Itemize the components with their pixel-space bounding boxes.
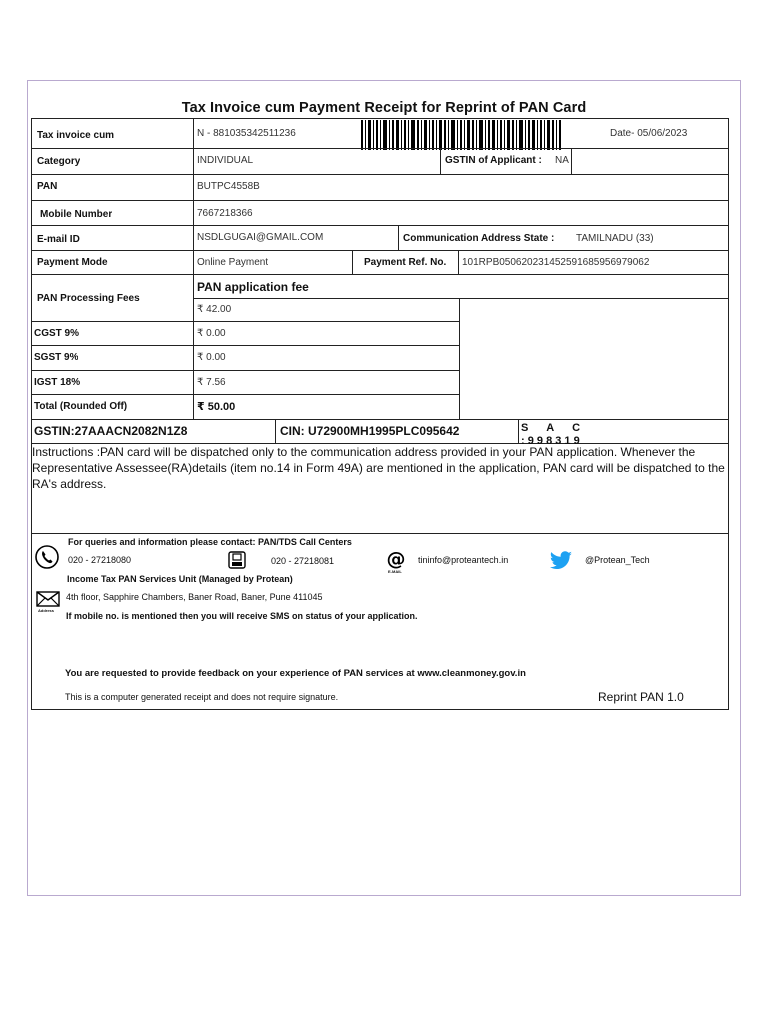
invoice-label: Tax invoice cum [37, 129, 115, 141]
phone-icon [35, 545, 59, 569]
email-value: NSDLGUGAI@GMAIL.COM [197, 231, 324, 243]
email-at-icon [385, 548, 407, 570]
computer-generated-note: This is a computer generated receipt and does not require signature. [65, 692, 339, 702]
cgst-value: ₹ 0.00 [197, 327, 226, 339]
igst-value: ₹ 7.56 [197, 376, 226, 388]
gstin-value: GSTIN:27AAACN2082N1Z8 [34, 424, 188, 438]
document-title: Tax Invoice cum Payment Receipt for Reprint of PAN Card [181, 100, 587, 116]
invoice-number: N - 881035342511236 [197, 127, 296, 139]
instructions-text: Instructions :PAN card will be dispatched only to the communication address provided in your PAN application. Whenever the Representative Assessee(RA)details (item no.14 in Form 49A) are mentioned in the application, PAN card will be dispatched to the RA's address. [32, 445, 725, 491]
category-label: Category [37, 155, 81, 167]
feedback-note: You are requested to provide feedback on your experience of PAN services at www.cleanmoney.gov.in [65, 668, 526, 679]
sgst-value: ₹ 0.00 [197, 351, 226, 363]
cgst-label: CGST 9% [34, 327, 80, 339]
comm-state-value: TAMILNADU (33) [576, 232, 654, 244]
unit-name: Income Tax PAN Services Unit (Managed by Protean) [67, 574, 293, 584]
phone1-value: 020 - 27218080 [68, 555, 132, 565]
sac-label: S A C [521, 422, 581, 434]
version-label: Reprint PAN 1.0 [598, 690, 684, 704]
mobile-value: 7667218366 [197, 207, 253, 219]
sac-value: : 9 9 8 3 1 9 [521, 435, 580, 447]
address-icon-caption: Address [38, 608, 55, 613]
envelope-icon [36, 591, 60, 607]
pan-value: BUTPC4558B [197, 180, 260, 192]
twitter-bird-icon [549, 551, 573, 571]
phone2-value: 020 - 27218081 [271, 556, 335, 566]
address-value: 4th floor, Sapphire Chambers, Baner Road, Baner, Pune 411045 [66, 592, 323, 602]
twitter-handle: @Protean_Tech [585, 555, 650, 565]
svg-text:@: @ [386, 548, 406, 570]
total-value: ₹ 50.00 [197, 400, 236, 413]
email-contact: tininfo@proteantech.in [418, 555, 509, 565]
igst-label: IGST 18% [34, 376, 81, 388]
payment-ref-value: 101RPB05062023145259168595697​9062 [462, 256, 650, 268]
fee-heading: PAN application fee [197, 280, 309, 294]
payment-mode-value: Online Payment [197, 256, 269, 268]
fax-icon [227, 550, 247, 570]
email-label: E-mail ID [37, 233, 80, 245]
category-value: INDIVIDUAL [197, 154, 254, 166]
invoice-date: Date- 05/06/2023 [610, 127, 688, 139]
processing-value: ₹ 42.00 [197, 303, 232, 315]
pan-label: PAN [37, 180, 58, 192]
sgst-label: SGST 9% [34, 351, 79, 363]
barcode-image [361, 120, 561, 150]
contact-heading: For queries and information please contact: PAN/TDS Call Centers [68, 537, 352, 547]
gstin-applicant-label: GSTIN of Applicant : [445, 154, 542, 166]
cin-value: CIN: U72900MH1995PLC095642 [280, 424, 460, 438]
comm-state-label: Communication Address State : [403, 232, 555, 244]
payment-mode-label: Payment Mode [37, 256, 108, 268]
payment-ref-label: Payment Ref. No. [364, 256, 447, 268]
mobile-label: Mobile Number [40, 208, 113, 220]
total-label: Total (Rounded Off) [34, 400, 128, 412]
processing-label: PAN Processing Fees [37, 292, 140, 304]
email-icon-caption: E-MAIL [388, 569, 402, 574]
sms-note: If mobile no. is mentioned then you will receive SMS on status of your application. [66, 611, 418, 621]
gstin-applicant-value: NA [555, 154, 569, 166]
